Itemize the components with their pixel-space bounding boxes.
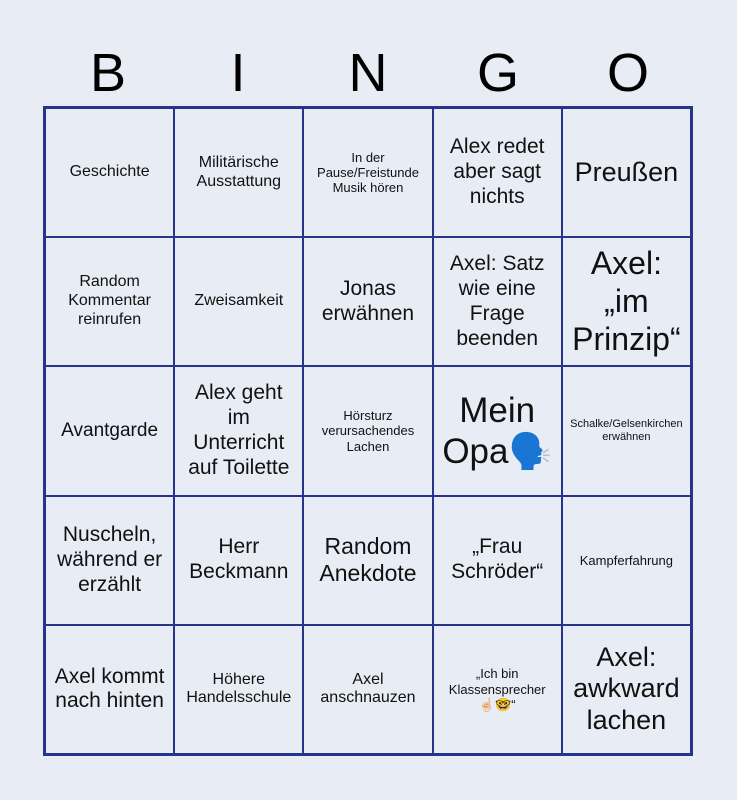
bingo-cell[interactable]: „Ich bin Klassensprecher ☝🏻🤓“ xyxy=(433,625,562,754)
bingo-cell[interactable]: Axel: „im Prinzip“ xyxy=(562,237,691,366)
bingo-cell[interactable]: Schalke/Gelsenkirchen erwähnen xyxy=(562,366,691,495)
bingo-cell[interactable]: Random Kommentar reinrufen xyxy=(45,237,174,366)
bingo-cell[interactable]: Nuscheln, während er erzählt xyxy=(45,496,174,625)
bingo-cell[interactable]: Axel kommt nach hinten xyxy=(45,625,174,754)
bingo-cell[interactable]: Geschichte xyxy=(45,108,174,237)
bingo-board xyxy=(43,106,693,756)
bingo-cell[interactable]: Zweisamkeit xyxy=(174,237,303,366)
header-letter-b: B xyxy=(89,43,127,103)
bingo-cell[interactable]: Preußen xyxy=(562,108,691,237)
bingo-cell[interactable]: Alex geht im Unterricht auf Toilette xyxy=(174,366,303,495)
bingo-cell[interactable]: In der Pause/Freistunde Musik hören xyxy=(303,108,432,237)
header-letter-n: N xyxy=(348,43,388,103)
bingo-header xyxy=(43,40,693,106)
bingo-cell[interactable]: Axel: Satz wie eine Frage beenden xyxy=(433,237,562,366)
bingo-cell[interactable]: „Frau Schröder“ xyxy=(433,496,562,625)
bingo-cell[interactable]: Militärische Ausstattung xyxy=(174,108,303,237)
bingo-cell[interactable]: Random Anekdote xyxy=(303,496,432,625)
bingo-cell[interactable]: Axel anschnauzen xyxy=(303,625,432,754)
bingo-cell[interactable]: Alex redet aber sagt nichts xyxy=(433,108,562,237)
header-letter-o: O xyxy=(606,43,649,103)
bingo-cell[interactable]: Herr Beckmann xyxy=(174,496,303,625)
bingo-cell[interactable]: Avantgarde xyxy=(45,366,174,495)
bingo-cell[interactable]: Axel: awkward lachen xyxy=(562,625,691,754)
bingo-cell[interactable]: Kampferfahrung xyxy=(562,496,691,625)
bingo-cell[interactable]: Jonas erwähnen xyxy=(303,237,432,366)
bingo-cell[interactable]: Mein Opa🗣️ xyxy=(433,366,562,495)
bingo-cell[interactable]: Hörsturz verursachendes Lachen xyxy=(303,366,432,495)
header-letter-i: I xyxy=(230,43,246,103)
header-letter-g: G xyxy=(476,43,519,103)
bingo-cell[interactable]: Höhere Handelsschule xyxy=(174,625,303,754)
